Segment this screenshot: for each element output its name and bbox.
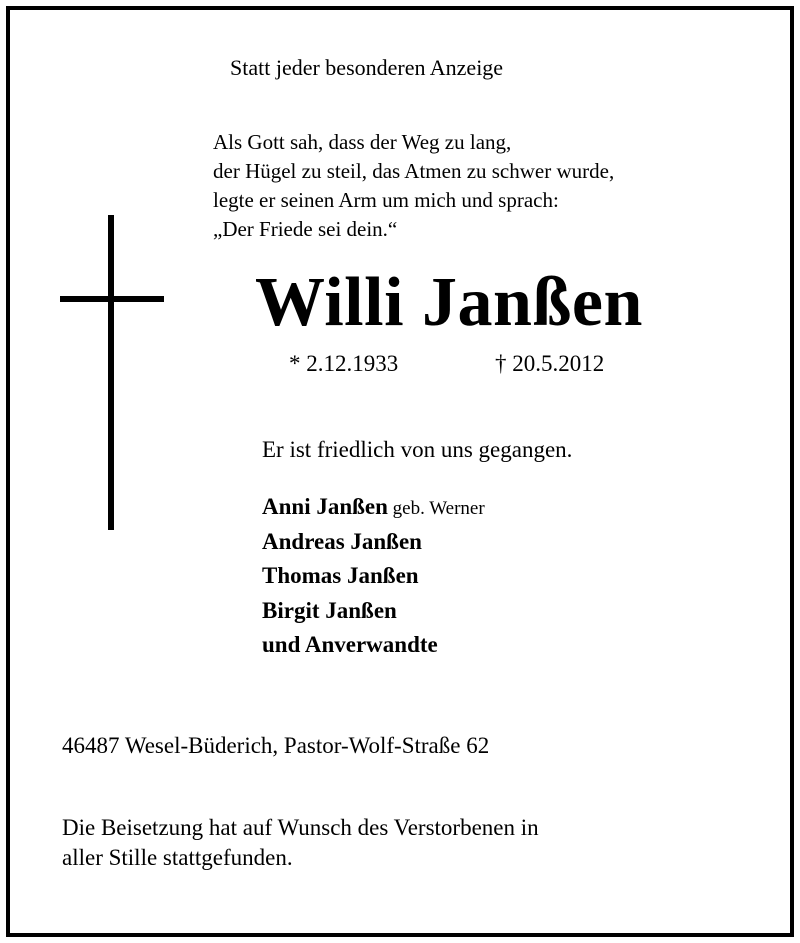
mourner-name: Andreas Janßen (262, 528, 422, 554)
mourner-name: Anni Janßen (262, 494, 388, 519)
family-address: 46487 Wesel-Büderich, Pastor-Wolf-Straße 62 (62, 733, 490, 758)
poem-line: Als Gott sah, dass der Weg zu lang, (213, 130, 512, 154)
notice-header: Statt jeder besonderen Anzeige (230, 55, 504, 80)
mourner-name: und Anverwandte (262, 632, 438, 657)
closing-line: aller Stille stattgefunden. (62, 845, 293, 870)
mourner-name: Thomas Janßen (262, 563, 419, 588)
death-date: † 20.5.2012 (495, 351, 605, 376)
mourner-name: Birgit Janßen (262, 597, 397, 623)
mourner-item (262, 596, 485, 631)
farewell-line: Er ist friedlich von uns gegangen. (262, 437, 573, 462)
poem-line: der Hügel zu steil, das Atmen zu schwer wurde, (213, 159, 615, 183)
mourner-item (262, 492, 485, 527)
poem-line: „Der Friede sei dein.“ (213, 217, 398, 241)
cross-horizontal-bar (60, 296, 164, 302)
mourner-item (262, 527, 485, 562)
cross-vertical-bar (108, 215, 114, 530)
deceased-name: Willi Janßen (255, 264, 643, 341)
birth-date: * 2.12.1933 (289, 351, 399, 376)
mourner-item (262, 561, 485, 596)
mourners-list (262, 492, 485, 665)
poem (213, 128, 614, 244)
closing-line: Die Beisetzung hat auf Wunsch des Verstorbenen in (62, 815, 539, 840)
poem-line: legte er seinen Arm um mich und sprach: (213, 188, 559, 212)
closing-note (62, 813, 539, 873)
mourner-note: geb. Werner (387, 498, 485, 519)
mourner-item (262, 630, 485, 665)
